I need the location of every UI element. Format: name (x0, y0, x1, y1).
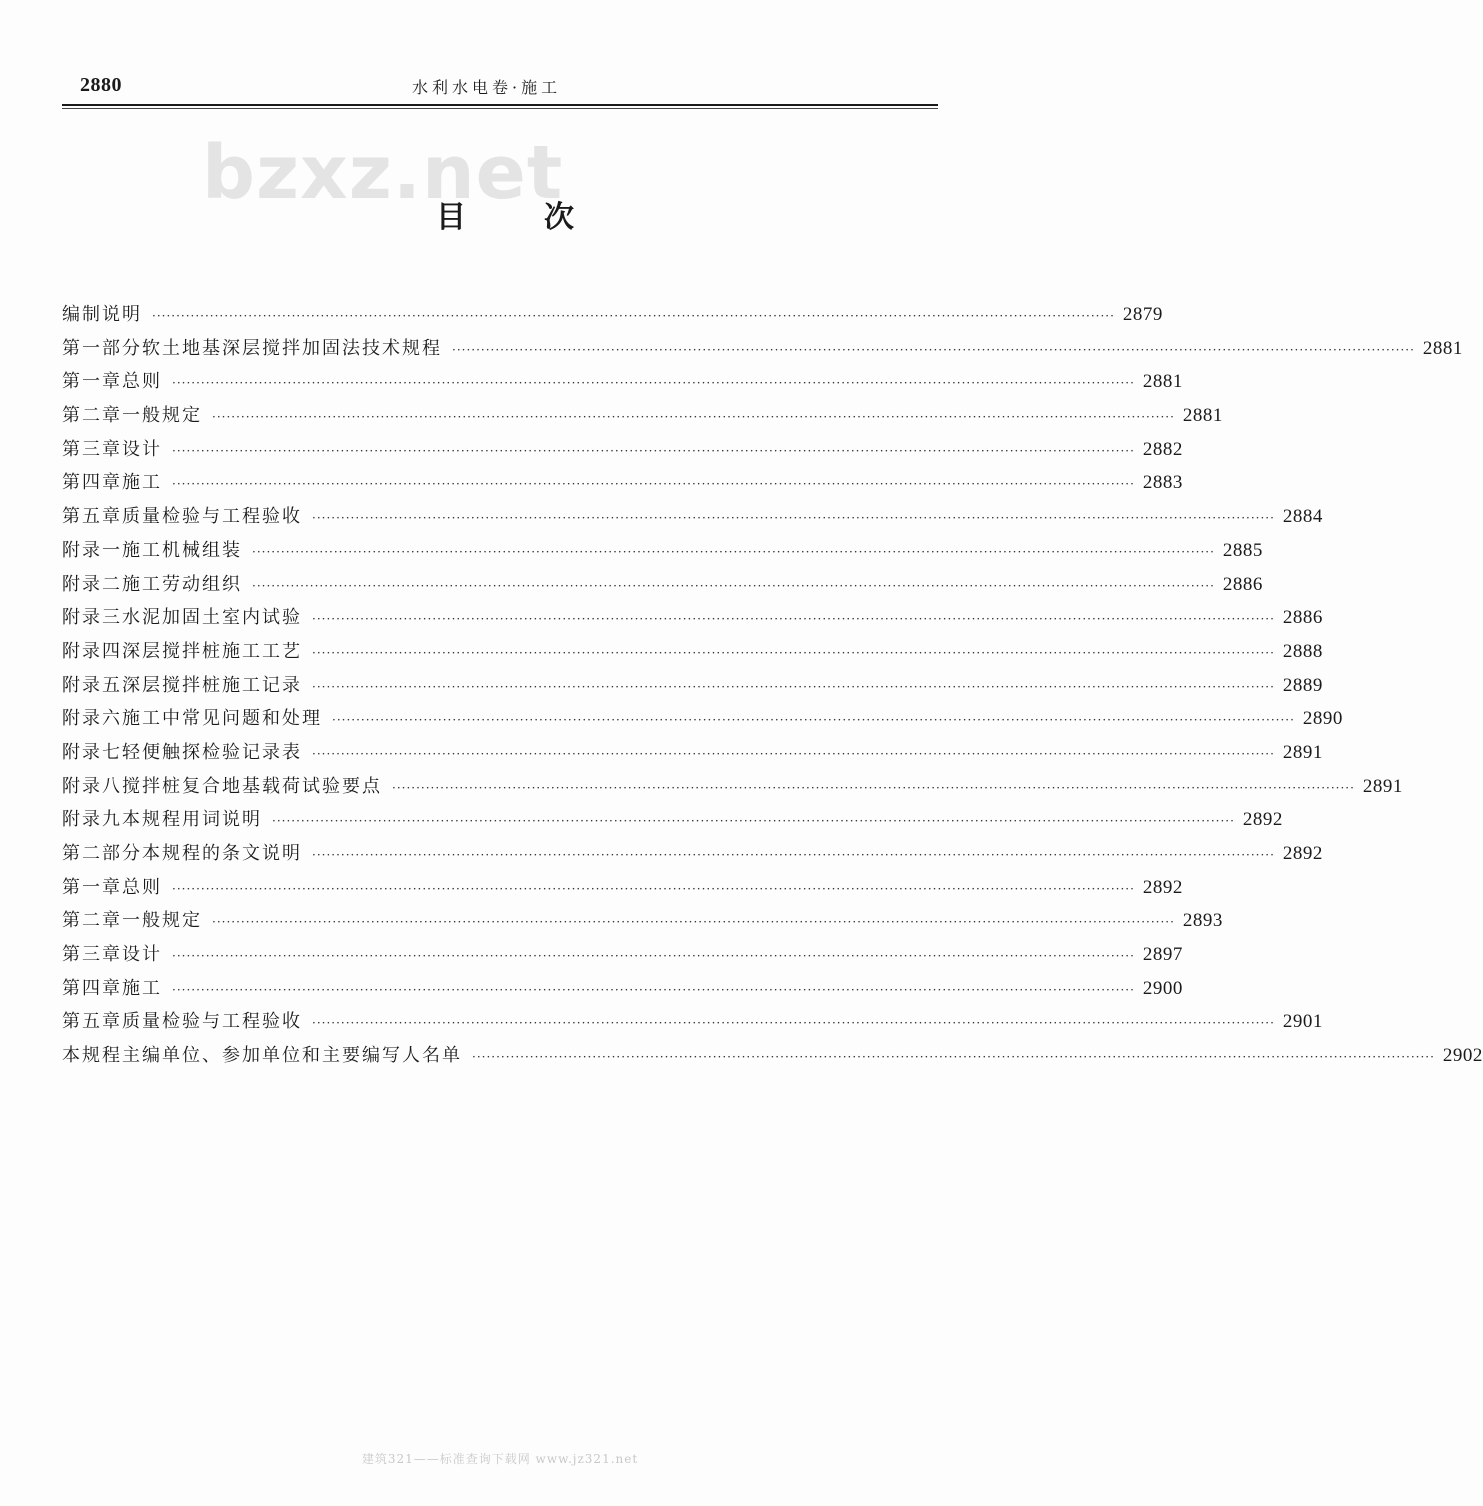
toc-leader-dots: ········································································································································································································ (472, 1050, 1435, 1065)
toc-entry-page: 2901 (1282, 1011, 1323, 1033)
toc-entry-title: 质量检验与工程验收 (122, 1011, 302, 1033)
toc-entry (62, 334, 1463, 368)
toc-entry-label: 附录二 (62, 573, 122, 595)
toc-leader-dots: ········································································································································································································ (312, 679, 1275, 694)
toc-entry (62, 738, 1323, 772)
toc-leader-dots: ········································································································································································································ (312, 645, 1275, 660)
toc-entry-label: 第三章 (62, 438, 122, 460)
toc-entry-label: 附录八 (62, 775, 122, 797)
toc-entry-label: 第一部分 (62, 337, 142, 359)
toc-entry-label: 第五章 (62, 1011, 122, 1033)
toc-leader-dots: ········································································································································································································ (252, 578, 1215, 593)
toc-entry-page: 2900 (1142, 977, 1183, 999)
toc-entry-title: 施工 (122, 472, 162, 494)
toc-entry (62, 906, 1223, 940)
toc-entry-label: 第三章 (62, 944, 122, 966)
toc-leader-dots: ········································································································································································································ (172, 881, 1135, 896)
toc-entry-title: 软土地基深层搅拌加固法技术规程 (142, 337, 442, 359)
toc-entry-page: 2902 (1442, 1045, 1483, 1067)
toc-entry-page: 2889 (1282, 674, 1323, 696)
toc-entry-label: 附录三 (62, 607, 122, 629)
toc-entry (62, 603, 1323, 637)
toc-entry-title: 总则 (122, 371, 162, 393)
toc-entry-title: 轻便触探检验记录表 (122, 741, 302, 763)
toc-entry-page: 2886 (1222, 573, 1263, 595)
toc-entry-page: 2885 (1222, 539, 1263, 561)
toc-entry-page: 2879 (1122, 304, 1163, 325)
toc-entry-title: 本规程的条文说明 (142, 843, 302, 864)
toc-entry-page: 2891 (1282, 741, 1323, 763)
toc-leader-dots: ········································································································································································································ (452, 342, 1415, 357)
toc-entry-title: 深层搅拌桩施工工艺 (122, 640, 302, 662)
toc-leader-dots: ········································································································································································································ (312, 612, 1275, 627)
toc-entry (62, 1041, 1483, 1075)
toc-title: 目次 (436, 200, 652, 235)
toc-entry-page: 2892 (1282, 843, 1323, 864)
page-number: 2880 (80, 74, 122, 96)
toc-entry-title: 施工机械组装 (122, 539, 242, 561)
toc-leader-dots: ········································································································································································································ (172, 443, 1135, 458)
toc-entry-page: 2881 (1142, 371, 1183, 393)
page-header (62, 72, 938, 102)
toc-entry (62, 435, 1183, 469)
toc-entry (62, 300, 1163, 334)
toc-entry-title: 深层搅拌桩施工记录 (122, 674, 302, 696)
toc-entry-label: 第二章 (62, 910, 122, 932)
toc-entry-label: 第四章 (62, 472, 122, 494)
toc-entry-label: 第二章 (62, 405, 122, 427)
header-rule-thin (62, 108, 938, 109)
toc-entry-label: 附录五 (62, 674, 122, 696)
toc-entry-label: 第二部分 (62, 843, 142, 864)
toc-entry-label: 附录七 (62, 741, 122, 763)
toc-entry-title: 设计 (122, 944, 162, 966)
toc-entry-page: 2886 (1282, 607, 1323, 629)
toc-entry-page: 2897 (1142, 944, 1183, 966)
toc-entry-label: 第四章 (62, 977, 122, 999)
toc-leader-dots: ········································································································································································································ (212, 410, 1175, 425)
toc-leader-dots: ········································································································································································································ (392, 780, 1355, 795)
toc-entry-label: 第一章 (62, 876, 122, 898)
toc-entry-label: 第五章 (62, 506, 122, 528)
toc-entry-title: 一般规定 (122, 910, 202, 932)
toc-entry (62, 401, 1223, 435)
toc-entry-page: 2893 (1182, 910, 1223, 932)
toc-entry-label: 编制说明 (62, 304, 142, 325)
toc-entry-page: 2881 (1422, 337, 1463, 359)
toc-entry (62, 570, 1263, 604)
toc-entry-label: 附录九 (62, 809, 122, 831)
toc-entry-title: 总则 (122, 876, 162, 898)
toc-entry (62, 1007, 1323, 1041)
toc-entry (62, 671, 1323, 705)
toc-leader-dots: ········································································································································································································ (172, 949, 1135, 964)
toc-leader-dots: ········································································································································································································ (312, 746, 1275, 761)
watermark: bzxz.net (202, 130, 564, 216)
toc-entry-page: 2890 (1302, 708, 1343, 730)
toc-entry-page: 2892 (1142, 876, 1183, 898)
toc-entry (62, 367, 1183, 401)
table-of-contents (62, 300, 1483, 1075)
toc-entry-label: 附录一 (62, 539, 122, 561)
toc-entry (62, 704, 1343, 738)
toc-entry (62, 873, 1183, 907)
toc-entry (62, 839, 1323, 873)
toc-entry-title: 施工 (122, 977, 162, 999)
toc-entry-label: 本规程主编单位、参加单位和主要编写人名单 (62, 1045, 462, 1067)
toc-entry-title: 设计 (122, 438, 162, 460)
toc-leader-dots: ········································································································································································································ (172, 477, 1135, 492)
toc-entry-title: 一般规定 (122, 405, 202, 427)
toc-entry-title: 本规程用词说明 (122, 809, 262, 831)
toc-leader-dots: ········································································································································································································ (272, 814, 1235, 829)
header-rule-thick (62, 104, 938, 106)
toc-entry-title: 质量检验与工程验收 (122, 506, 302, 528)
toc-entry (62, 805, 1283, 839)
toc-entry-page: 2882 (1142, 438, 1183, 460)
toc-leader-dots: ········································································································································································································ (312, 848, 1275, 862)
toc-leader-dots: ········································································································································································································ (172, 982, 1135, 997)
toc-entry-page: 2884 (1282, 506, 1323, 528)
toc-leader-dots: ········································································································································································································ (252, 544, 1215, 559)
toc-entry (62, 637, 1323, 671)
toc-entry-label: 第一章 (62, 371, 122, 393)
toc-leader-dots: ········································································································································································································ (152, 309, 1115, 323)
toc-entry (62, 940, 1183, 974)
toc-entry-label: 附录六 (62, 708, 122, 730)
toc-entry-title: 水泥加固土室内试验 (122, 607, 302, 629)
toc-entry (62, 772, 1403, 806)
toc-entry-title: 施工劳动组织 (122, 573, 242, 595)
toc-leader-dots: ········································································································································································································ (312, 1016, 1275, 1031)
toc-entry (62, 536, 1263, 570)
toc-entry-page: 2883 (1142, 472, 1183, 494)
toc-entry-page: 2892 (1242, 809, 1283, 831)
footer-watermark: 建筑321——标准查询下载网 www.jz321.net (361, 1452, 639, 1466)
toc-entry-title: 搅拌桩复合地基载荷试验要点 (122, 775, 382, 797)
toc-entry-label: 附录四 (62, 640, 122, 662)
toc-leader-dots: ········································································································································································································ (332, 713, 1295, 728)
toc-entry-page: 2888 (1282, 640, 1323, 662)
toc-leader-dots: ········································································································································································································ (212, 915, 1175, 930)
toc-leader-dots: ········································································································································································································ (172, 376, 1135, 391)
toc-entry (62, 468, 1183, 502)
toc-entry (62, 502, 1323, 536)
toc-entry (62, 974, 1183, 1008)
toc-leader-dots: ········································································································································································································ (312, 511, 1275, 526)
running-title: 水利水电卷·施工 (412, 78, 562, 97)
toc-entry-title: 施工中常见问题和处理 (122, 708, 322, 730)
toc-entry-page: 2881 (1182, 405, 1223, 427)
toc-entry-page: 2891 (1362, 775, 1403, 797)
